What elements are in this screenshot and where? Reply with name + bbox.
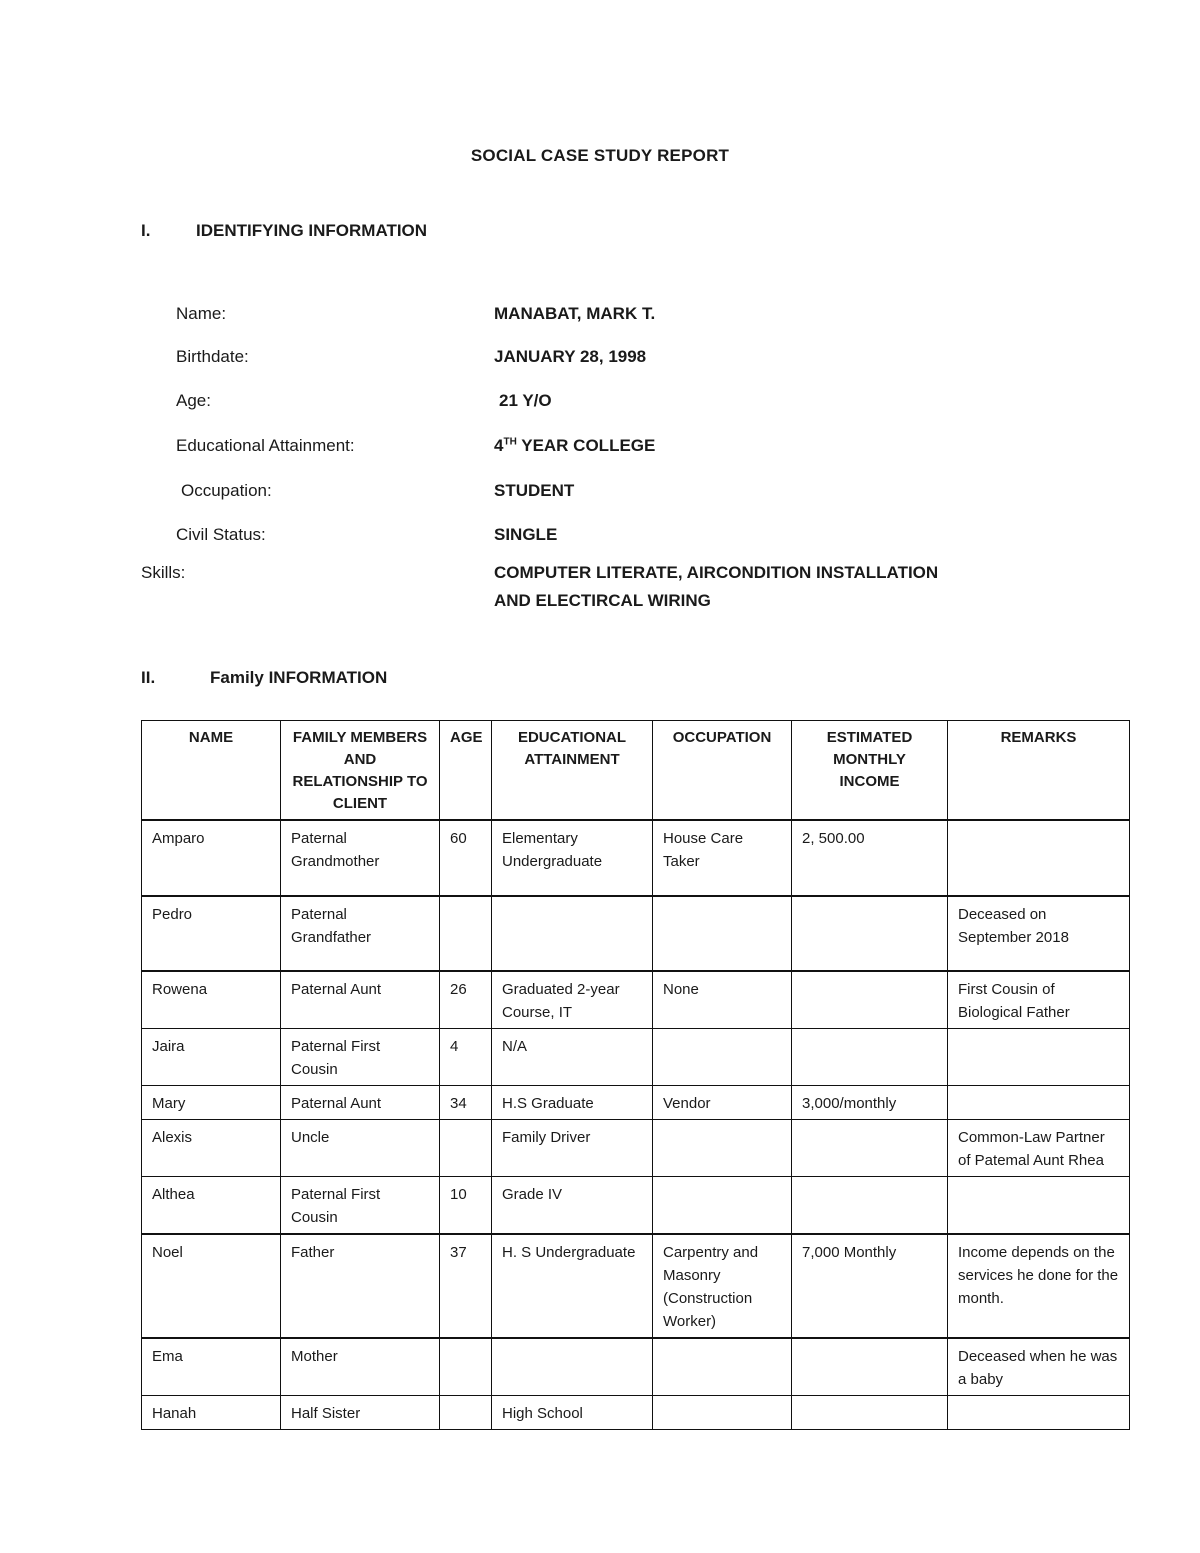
- cell-name: Noel: [142, 1234, 281, 1338]
- cell-education: Family Driver: [492, 1120, 653, 1177]
- cell-remarks: Common-Law Partner of Patemal Aunt Rhea: [948, 1120, 1130, 1177]
- cell-remarks: Deceased on September 2018: [948, 896, 1130, 971]
- cell-relationship: Paternal Aunt: [281, 1086, 440, 1120]
- cell-age: [440, 1338, 492, 1396]
- cell-remarks: First Cousin of Biological Father: [948, 971, 1130, 1029]
- cell-education: Graduated 2-year Course, IT: [492, 971, 653, 1029]
- cell-remarks: [948, 1029, 1130, 1086]
- cell-occupation: Vendor: [653, 1086, 792, 1120]
- table-header-row: [142, 721, 1130, 821]
- name-label: Name:: [176, 304, 227, 323]
- column-header-relationship: FAMILY MEMBERS AND RELATIONSHIP TO CLIENT: [281, 721, 440, 821]
- cell-remarks: Deceased when he was a baby: [948, 1338, 1130, 1396]
- cell-income: 3,000/monthly: [792, 1086, 948, 1120]
- table-row: [142, 1086, 1130, 1120]
- age-value: 21 Y/O: [499, 391, 552, 410]
- cell-occupation: [653, 1029, 792, 1086]
- skills-value-line2: AND ELECTIRCAL WIRING: [494, 591, 711, 610]
- cell-education: N/A: [492, 1029, 653, 1086]
- education-value-number: 4: [494, 436, 504, 455]
- cell-relationship: Half Sister: [281, 1396, 440, 1430]
- cell-education: [492, 1338, 653, 1396]
- table-row: [142, 1338, 1130, 1396]
- cell-remarks: [948, 1177, 1130, 1235]
- education-value-text: YEAR COLLEGE: [516, 436, 656, 455]
- document-title: SOCIAL CASE STUDY REPORT: [470, 146, 730, 165]
- cell-income: [792, 1029, 948, 1086]
- cell-age: 26: [440, 971, 492, 1029]
- cell-name: Rowena: [142, 971, 281, 1029]
- cell-relationship: Paternal First Cousin: [281, 1177, 440, 1235]
- occupation-label: Occupation:: [181, 481, 272, 500]
- column-header-remarks: REMARKS: [948, 721, 1130, 821]
- section-heading-text: IDENTIFYING INFORMATION: [196, 221, 428, 240]
- section-numeral: I.: [141, 221, 151, 240]
- cell-relationship: Paternal Grandmother: [281, 820, 440, 896]
- cell-income: [792, 896, 948, 971]
- table-row: [142, 971, 1130, 1029]
- occupation-value: STUDENT: [494, 481, 575, 500]
- cell-name: Mary: [142, 1086, 281, 1120]
- birthdate-value: JANUARY 28, 1998: [494, 347, 647, 366]
- column-header-name: NAME: [142, 721, 281, 821]
- cell-occupation: [653, 1120, 792, 1177]
- cell-relationship: Father: [281, 1234, 440, 1338]
- cell-name: Jaira: [142, 1029, 281, 1086]
- cell-age: [440, 1396, 492, 1430]
- skills-label: Skills:: [141, 563, 186, 582]
- table-row: [142, 1177, 1130, 1235]
- cell-occupation: Carpentry and Masonry (Construction Worker): [653, 1234, 792, 1338]
- cell-name: Althea: [142, 1177, 281, 1235]
- cell-name: Pedro: [142, 896, 281, 971]
- cell-occupation: [653, 1177, 792, 1235]
- cell-age: [440, 1120, 492, 1177]
- cell-occupation: [653, 896, 792, 971]
- table-row: [142, 820, 1130, 896]
- cell-age: 60: [440, 820, 492, 896]
- cell-remarks: [948, 1396, 1130, 1430]
- education-value-suffix: TH: [503, 436, 517, 448]
- civil-status-value: SINGLE: [494, 525, 558, 544]
- cell-education: High School: [492, 1396, 653, 1430]
- cell-income: [792, 1338, 948, 1396]
- cell-relationship: Mother: [281, 1338, 440, 1396]
- cell-remarks: [948, 1086, 1130, 1120]
- section-heading-text: Family INFORMATION: [210, 668, 388, 687]
- column-header-age: AGE: [440, 721, 492, 821]
- section-heading-identifying: [141, 221, 427, 241]
- cell-education: Grade IV: [492, 1177, 653, 1235]
- cell-education: H. S Undergraduate: [492, 1234, 653, 1338]
- section-heading-family: [141, 668, 387, 688]
- cell-income: [792, 971, 948, 1029]
- cell-age: 4: [440, 1029, 492, 1086]
- cell-age: 10: [440, 1177, 492, 1235]
- cell-name: Alexis: [142, 1120, 281, 1177]
- education-label: Educational Attainment:: [176, 436, 355, 455]
- skills-value-line1: COMPUTER LITERATE, AIRCONDITION INSTALLATION: [494, 563, 939, 582]
- cell-education: [492, 896, 653, 971]
- cell-remarks: [948, 820, 1130, 896]
- cell-occupation: [653, 1338, 792, 1396]
- cell-income: [792, 1120, 948, 1177]
- cell-income: [792, 1396, 948, 1430]
- table-row: [142, 1396, 1130, 1430]
- table-row: [142, 1029, 1130, 1086]
- table-row: [142, 1120, 1130, 1177]
- name-value: MANABAT, MARK T.: [494, 304, 656, 323]
- cell-age: 37: [440, 1234, 492, 1338]
- column-header-income: ESTIMATED MONTHLY INCOME: [792, 721, 948, 821]
- cell-age: [440, 896, 492, 971]
- cell-name: Ema: [142, 1338, 281, 1396]
- cell-age: 34: [440, 1086, 492, 1120]
- cell-relationship: Paternal First Cousin: [281, 1029, 440, 1086]
- table-row: [142, 896, 1130, 971]
- cell-name: Amparo: [142, 820, 281, 896]
- education-value: [494, 436, 655, 456]
- cell-occupation: None: [653, 971, 792, 1029]
- section-numeral: II.: [141, 668, 156, 687]
- cell-income: 2, 500.00: [792, 820, 948, 896]
- cell-income: [792, 1177, 948, 1235]
- civil-status-label: Civil Status:: [176, 525, 266, 544]
- cell-remarks: Income depends on the services he done for the month.: [948, 1234, 1130, 1338]
- column-header-occupation: OCCUPATION: [653, 721, 792, 821]
- cell-relationship: Paternal Aunt: [281, 971, 440, 1029]
- cell-name: Hanah: [142, 1396, 281, 1430]
- family-information-table: [141, 720, 1130, 1430]
- cell-relationship: Paternal Grandfather: [281, 896, 440, 971]
- cell-education: H.S Graduate: [492, 1086, 653, 1120]
- table-row: [142, 1234, 1130, 1338]
- birthdate-label: Birthdate:: [176, 347, 249, 366]
- age-label: Age:: [176, 391, 211, 410]
- column-header-education: EDUCATIONAL ATTAINMENT: [492, 721, 653, 821]
- cell-occupation: [653, 1396, 792, 1430]
- cell-education: Elementary Undergraduate: [492, 820, 653, 896]
- cell-income: 7,000 Monthly: [792, 1234, 948, 1338]
- cell-occupation: House Care Taker: [653, 820, 792, 896]
- cell-relationship: Uncle: [281, 1120, 440, 1177]
